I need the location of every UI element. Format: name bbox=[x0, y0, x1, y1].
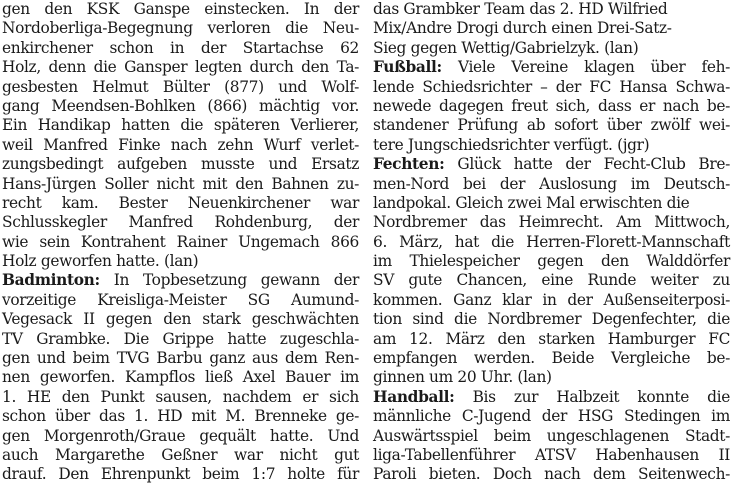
text-line bbox=[373, 368, 730, 387]
text-line bbox=[2, 368, 359, 387]
section-heading: Handball: bbox=[373, 387, 455, 406]
text-line bbox=[2, 330, 359, 349]
text-line bbox=[373, 252, 730, 271]
line-text: vorzeitige Kreisliga-Meister SG Aumund- bbox=[2, 290, 359, 309]
text-line bbox=[2, 116, 359, 135]
line-text: Auswärtsspiel beim ungeschlagenen Stadt- bbox=[373, 426, 730, 445]
text-line bbox=[2, 58, 359, 77]
text-line bbox=[373, 155, 730, 174]
line-text: Glück hatte der Fecht-Club Bre- bbox=[444, 155, 730, 174]
text-line bbox=[2, 407, 359, 426]
line-text: Sieg gegen Wettig/Gabrielzyk. (lan) bbox=[373, 38, 639, 57]
line-text: SV gute Chancen, eine Runde weiter zu bbox=[373, 271, 730, 290]
line-text: Hans-Jürgen Soller nicht mit den Bahnen zu- bbox=[2, 174, 359, 193]
text-line bbox=[373, 213, 730, 232]
line-text: am 12. März den starken Hamburger FC bbox=[373, 329, 730, 348]
text-line bbox=[373, 446, 730, 465]
line-text: weil Manfred Finke nach zehn Wurf verlet- bbox=[2, 135, 359, 154]
line-text: auch Margarethe Geßner war nicht gut bbox=[2, 445, 359, 464]
left-column bbox=[2, 0, 359, 485]
line-text: Nordoberliga-Begegnung verloren die Neu- bbox=[2, 19, 359, 38]
text-line bbox=[373, 310, 730, 329]
line-text: kommen. Ganz klar in der Außenseiterposi- bbox=[373, 290, 730, 309]
text-line bbox=[2, 291, 359, 310]
text-line bbox=[2, 39, 359, 58]
text-line bbox=[2, 213, 359, 232]
text-line bbox=[2, 465, 359, 484]
line-text: im Thielespeicher gegen den Walddörfer bbox=[373, 252, 730, 271]
text-line bbox=[2, 233, 359, 252]
line-text: Schlusskegler Manfred Rohdenburg, der bbox=[2, 213, 359, 232]
text-line bbox=[2, 446, 359, 465]
line-text: ginnen um 20 Uhr. (lan) bbox=[373, 368, 552, 387]
line-text: Vegesack II gegen den stark geschwächten bbox=[2, 310, 359, 329]
section-heading: Fußball: bbox=[373, 58, 442, 77]
line-text: Paroli bieten. Doch nach dem Seitenwech- bbox=[373, 465, 730, 484]
section-heading: Fechten: bbox=[373, 155, 445, 174]
line-text: liga-Tabellenführer ATSV Habenhausen II bbox=[373, 445, 730, 464]
text-line bbox=[2, 78, 359, 97]
line-text: empfangen werden. Beide Vergleiche be- bbox=[373, 349, 730, 368]
text-line bbox=[373, 349, 730, 368]
text-line bbox=[373, 330, 730, 349]
text-line bbox=[2, 136, 359, 155]
text-line bbox=[2, 388, 359, 407]
line-text: Mix/Andre Drogi durch einen Drei-Satz- bbox=[373, 19, 672, 38]
text-line bbox=[2, 19, 359, 38]
text-line bbox=[373, 427, 730, 446]
text-line bbox=[2, 349, 359, 368]
text-line bbox=[373, 116, 730, 135]
text-line bbox=[373, 465, 730, 484]
line-text: Bis zur Halbzeit konnte die bbox=[454, 387, 730, 406]
line-text: standener Prüfung ab sofort über zwölf wei- bbox=[373, 116, 730, 135]
text-line bbox=[373, 175, 730, 194]
line-text: tere Jungschiedsrichter verfügt. (jgr) bbox=[373, 135, 650, 154]
text-line bbox=[373, 291, 730, 310]
text-line bbox=[373, 0, 730, 19]
line-text: gesbesten Helmut Bülter (877) und Wolf- bbox=[2, 77, 359, 96]
text-line bbox=[2, 310, 359, 329]
line-text: das Grambker Team das 2. HD Wilfried bbox=[373, 0, 668, 18]
line-text: Holz geworfen hatte. (lan) bbox=[2, 252, 199, 271]
text-line bbox=[373, 194, 730, 213]
line-text: gang Meendsen-Bohlken (866) mächtig vor. bbox=[2, 96, 359, 115]
section-heading: Badminton: bbox=[2, 271, 100, 290]
line-text: enkirchener schon in der Startachse 62 bbox=[2, 38, 359, 57]
text-line bbox=[373, 388, 730, 407]
text-line bbox=[373, 78, 730, 97]
line-text: männliche C-Jugend der HSG Stedingen im bbox=[373, 407, 730, 426]
text-line bbox=[2, 194, 359, 213]
text-line bbox=[2, 0, 359, 19]
text-line bbox=[2, 427, 359, 446]
line-text: gen und beim TVG Barbu ganz aus dem Ren- bbox=[2, 349, 359, 368]
line-text: Holz, denn die Gansper legten durch den Ta- bbox=[2, 58, 359, 77]
text-line bbox=[2, 252, 359, 271]
line-text: TV Grambke. Die Grippe hatte zugeschla- bbox=[2, 329, 359, 348]
line-text: 1. HE den Punkt sausen, nachdem er sich bbox=[2, 387, 359, 406]
text-line bbox=[373, 39, 730, 58]
line-text: In Topbesetzung gewann der bbox=[99, 271, 359, 290]
line-text: newede dagegen freut sich, dass er nach be- bbox=[373, 96, 730, 115]
line-text: men-Nord bei der Auslosung im Deutsch- bbox=[373, 174, 730, 193]
line-text: tion sind die Nordbremer Degenfechter, die bbox=[373, 310, 730, 329]
line-text: Ein Handikap hatten die späteren Verlierer, bbox=[2, 116, 359, 135]
line-text: gen Morgenroth/Graue gequält hatte. Und bbox=[2, 426, 359, 445]
text-line bbox=[373, 97, 730, 116]
line-text: zungsbedingt aufgeben musste und Ersatz bbox=[2, 155, 359, 174]
text-line bbox=[2, 155, 359, 174]
line-text: recht kam. Bester Neuenkirchener war bbox=[2, 193, 359, 212]
line-text: schon über das 1. HD mit M. Brenneke ge- bbox=[2, 407, 359, 426]
line-text: wie sein Kontrahent Rainer Ungemach 866 bbox=[2, 232, 359, 251]
line-text: lende Schiedsrichter – der FC Hansa Schwa- bbox=[373, 77, 730, 96]
line-text: 6. März, hat die Herren-Florett-Mannschaft bbox=[373, 232, 730, 251]
line-text: nen geworfen. Kampflos ließ Axel Bauer im bbox=[2, 368, 359, 387]
text-line bbox=[373, 136, 730, 155]
text-line bbox=[373, 233, 730, 252]
line-text: gen den KSK Ganspe einstecken. In der bbox=[2, 0, 359, 18]
line-text: Viele Vereine klagen über feh- bbox=[441, 58, 730, 77]
line-text: drauf. Den Ehrenpunkt beim 1:7 holte für bbox=[2, 465, 359, 484]
text-line bbox=[373, 271, 730, 290]
text-line bbox=[373, 19, 730, 38]
text-line bbox=[373, 407, 730, 426]
text-line bbox=[2, 271, 359, 290]
text-line bbox=[2, 175, 359, 194]
right-column bbox=[373, 0, 730, 485]
text-line bbox=[2, 97, 359, 116]
text-line bbox=[373, 58, 730, 77]
line-text: Nordbremer das Heimrecht. Am Mittwoch, bbox=[373, 213, 730, 232]
line-text: landpokal. Gleich zwei Mal erwischten die bbox=[373, 193, 690, 212]
